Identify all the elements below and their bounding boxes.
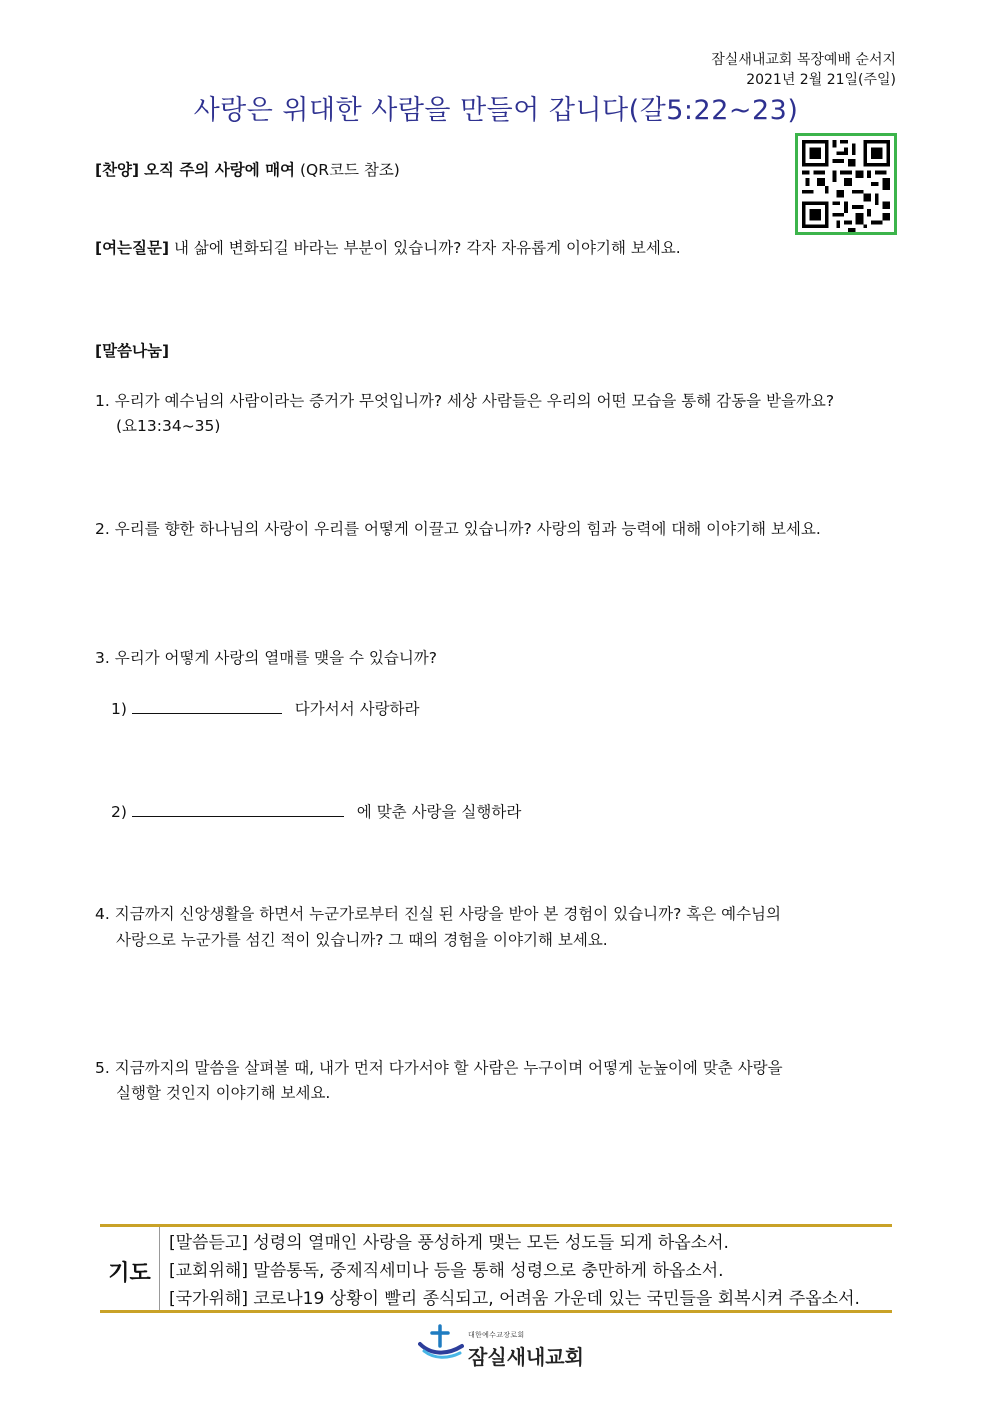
church-logo — [418, 1324, 464, 1364]
church-logo-icon — [418, 1324, 464, 1360]
prayer-item-1: [말씀듣고] 성령의 열매인 사랑을 풍성하게 맺는 모든 성도들 되게 하옵소서. — [169, 1233, 729, 1253]
prayer-label: 기도 — [108, 1261, 151, 1286]
qr-code-icon — [798, 136, 894, 232]
question-5-line-1: 5. 지금까지의 말씀을 살펴볼 때, 내가 먼저 다가서야 할 사람은 누구이며 어떻게 눈높이에 맞춘 사랑을 — [95, 1059, 783, 1077]
question-4-line-1: 4. 지금까지 신앙생활을 하면서 누군가로부터 진실 된 사랑을 받아 본 경험이 있습니까? 혹은 예수님의 — [95, 905, 781, 923]
question-2-line-1: 2. 우리를 향한 하나님의 사랑이 우리를 어떻게 이끌고 있습니까? 사랑의 힘과 능력에 대해 이야기해 보세요. — [95, 520, 821, 538]
fill-in-1 — [111, 697, 420, 721]
fill-in-2-blank[interactable] — [132, 802, 344, 817]
fill-in-2 — [111, 800, 521, 824]
question-1-line-2: (요13:34~35) — [116, 417, 221, 435]
opening-text: 내 삶에 변화되길 바라는 부분이 있습니까? 각자 자유롭게 이야기해 보세요. — [174, 239, 681, 257]
prayer-bottom-rule — [100, 1310, 892, 1313]
denomination-label: 대한예수교장로회 — [468, 1331, 525, 1339]
prayer-divider — [159, 1227, 160, 1310]
praise-section — [95, 158, 400, 182]
church-name: 잠실새내교회 — [468, 1345, 584, 1369]
fill-in-1-text: 다가서서 사랑하라 — [294, 700, 420, 718]
fill-in-1-blank[interactable] — [132, 699, 282, 714]
prayer-item-3: [국가위해] 코로나19 상황이 빨리 종식되고, 어려움 가운데 있는 국민들을 회복시켜 주옵소서. — [169, 1289, 860, 1309]
church-service-label: 잠실새내교회 목장예배 순서지 — [711, 52, 896, 68]
question-5-line-2: 실행할 것인지 이야기해 보세요. — [116, 1084, 331, 1102]
qr-code[interactable] — [795, 133, 897, 235]
question-3-line-1: 3. 우리가 어떻게 사랑의 열매를 맺을 수 있습니까? — [95, 649, 437, 667]
question-1-line-1: 1. 우리가 예수님의 사람이라는 증거가 무엇입니까? 세상 사람들은 우리의 어떤 모습을 통해 감동을 받을까요? — [95, 392, 835, 410]
question-4-line-2: 사랑으로 누군가를 섬긴 적이 있습니까? 그 때의 경험을 이야기해 보세요. — [116, 931, 608, 949]
prayer-top-rule — [100, 1224, 892, 1227]
praise-song: 오직 주의 사랑에 매여 — [144, 161, 296, 179]
opening-question — [95, 236, 681, 260]
church-logo-text — [468, 1330, 584, 1370]
fill-in-2-number: 2) — [111, 803, 127, 821]
fill-in-2-text: 에 맞춘 사랑을 실행하라 — [356, 803, 522, 821]
word-sharing-label: [말씀나눔] — [95, 342, 170, 360]
service-date: 2021년 2월 21일(주일) — [746, 72, 896, 88]
praise-label: [찬양] — [95, 161, 140, 179]
page-title: 사랑은 위대한 사람을 만들어 갑니다(갈5:22~23) — [193, 95, 799, 126]
fill-in-1-number: 1) — [111, 700, 127, 718]
prayer-item-2: [교회위해] 말씀통독, 중제직세미나 등을 통해 성령으로 충만하게 하옵소서. — [169, 1261, 724, 1281]
praise-note: (QR코드 참조) — [299, 161, 400, 179]
opening-label: [여는질문] — [95, 239, 170, 257]
